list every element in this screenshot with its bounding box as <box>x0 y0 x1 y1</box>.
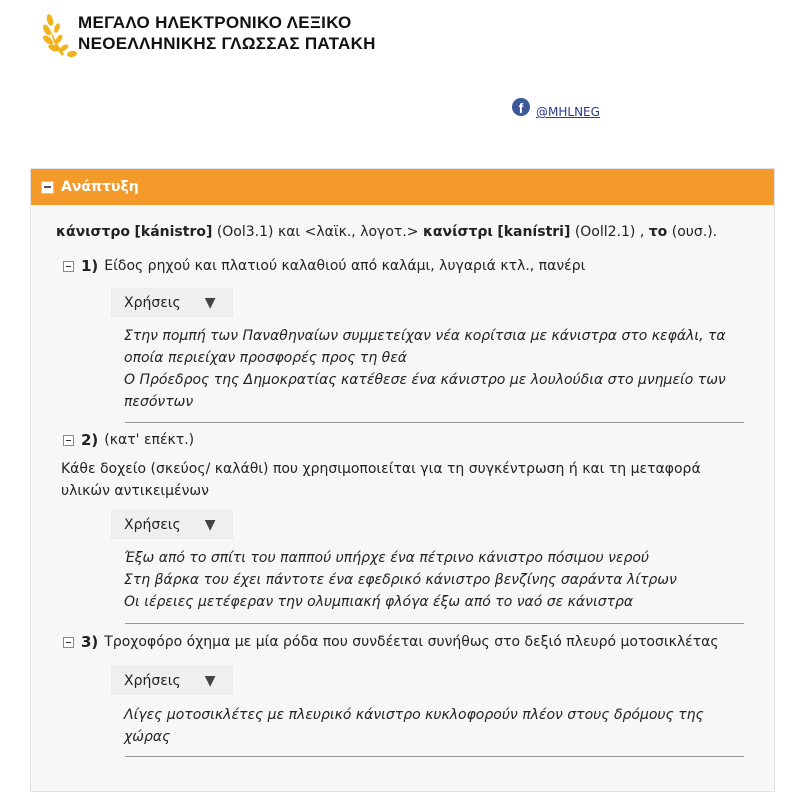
triangle-down-icon: ▼ <box>204 294 216 311</box>
sense-definition: Τροχοφόρο όχημα με μία ρόδα που συνδέεται συνήθως στο δεξιό πλευρό μοτοσικλέτας <box>104 634 719 650</box>
example-sentence: Ο Πρόεδρος της Δημοκρατίας κατέθεσε ένα κάνιστρο με λουλούδια στο μνημείο των πεσόντων <box>124 372 726 410</box>
facebook-icon[interactable]: f <box>512 98 530 116</box>
sense-number: 2) <box>81 431 99 449</box>
sense-collapse-icon[interactable] <box>63 261 74 272</box>
logo-title-line-2: ΝΕΟΕΛΛΗΝΙΚΗΣ ΓΛΩΣΣΑΣ ΠΑΤΑΚΗ <box>78 34 376 53</box>
uses-label: Χρήσεις <box>124 516 181 533</box>
inflection-code[interactable]: (Οοl3.1) <box>216 224 274 240</box>
panel-title: Ανάπτυξη <box>61 179 139 195</box>
variant-pronunciation: [kanístri] <box>497 224 571 240</box>
uses-dropdown-button[interactable] <box>111 288 233 317</box>
sense-number: 3) <box>81 633 99 651</box>
example-sentence: Οι ιέρειες μετέφεραν την ολυμπιακή φλόγα έξω από το ναό σε κάνιστρα <box>124 594 634 610</box>
uses-dropdown-button[interactable] <box>111 510 233 539</box>
triangle-down-icon: ▼ <box>204 516 216 533</box>
example-sentence: Έξω από το σπίτι του παππού υπήρχε ένα πέτρινο κάνιστρο πόσιμου νερού <box>124 550 650 566</box>
sense-number: 1) <box>81 257 99 275</box>
article: το <box>648 224 668 240</box>
entry-panel <box>30 168 775 792</box>
sense-definition: Είδος ρηχού και πλατιού καλαθιού από καλάμι, λυγαριά κτλ., πανέρι <box>104 258 586 274</box>
variant-inflection-code[interactable]: (Οοll2.1) , <box>574 224 645 240</box>
example-sentence: Λίγες μοτοσικλέτες με πλευρικό κάνιστρο κυκλοφορούν πλέον στους δρόμους της χώρας <box>124 707 704 745</box>
headword-variant: κανίστρι <box>422 224 493 240</box>
examples-list <box>124 547 734 613</box>
example-sentence: Στην πομπή των Παναθηναίων συμμετείχαν νέα κορίτσια με κάνιστρα στο κεφάλι, τα οποία περιείχαν προσφορές προς τη θεά <box>124 328 726 366</box>
uses-dropdown-button[interactable] <box>111 666 233 695</box>
divider <box>125 756 744 757</box>
collapse-icon[interactable] <box>41 181 54 194</box>
uses-label: Χρήσεις <box>124 672 181 689</box>
sense-3 <box>63 633 719 651</box>
divider <box>125 623 744 624</box>
headword: κάνιστρο <box>56 224 131 240</box>
examples-list <box>124 325 734 413</box>
site-logo[interactable] <box>42 12 402 58</box>
laurel-leaves-icon <box>42 12 82 58</box>
headword-line <box>56 224 717 240</box>
social-links <box>512 95 600 119</box>
sense-2 <box>63 431 194 449</box>
sense-definition: Κάθε δοχείο (σκεύος/ καλάθι) που χρησιμοποιείται για τη συγκέντρωση ή και τη μεταφορά υλικών αντικειμένων <box>61 461 701 499</box>
part-of-speech: (ουσ.). <box>671 224 718 240</box>
headword-pronunciation: [kánistro] <box>134 224 213 240</box>
facebook-handle-link[interactable]: @MHLNEG <box>536 105 600 119</box>
logo-title-line-1: ΜΕΓΑΛΟ ΗΛΕΚΤΡΟΝΙΚΟ ΛΕΞΙΚΟ <box>78 13 352 32</box>
sense-1 <box>63 257 585 275</box>
register-label: <λαϊκ., λογοτ.> <box>304 224 419 240</box>
divider <box>125 422 744 423</box>
example-sentence: Στη βάρκα του έχει πάντοτε ένα εφεδρικό κάνιστρο βενζίνης σαράντα λίτρων <box>124 572 677 588</box>
uses-label: Χρήσεις <box>124 294 181 311</box>
conjunction-text: και <box>277 224 301 240</box>
triangle-down-icon: ▼ <box>204 672 216 689</box>
panel-header[interactable] <box>31 169 774 205</box>
sense-collapse-icon[interactable] <box>63 637 74 648</box>
examples-list <box>124 704 734 748</box>
sense-collapse-icon[interactable] <box>63 435 74 446</box>
sense-label: (κατ' επέκτ.) <box>104 432 195 448</box>
